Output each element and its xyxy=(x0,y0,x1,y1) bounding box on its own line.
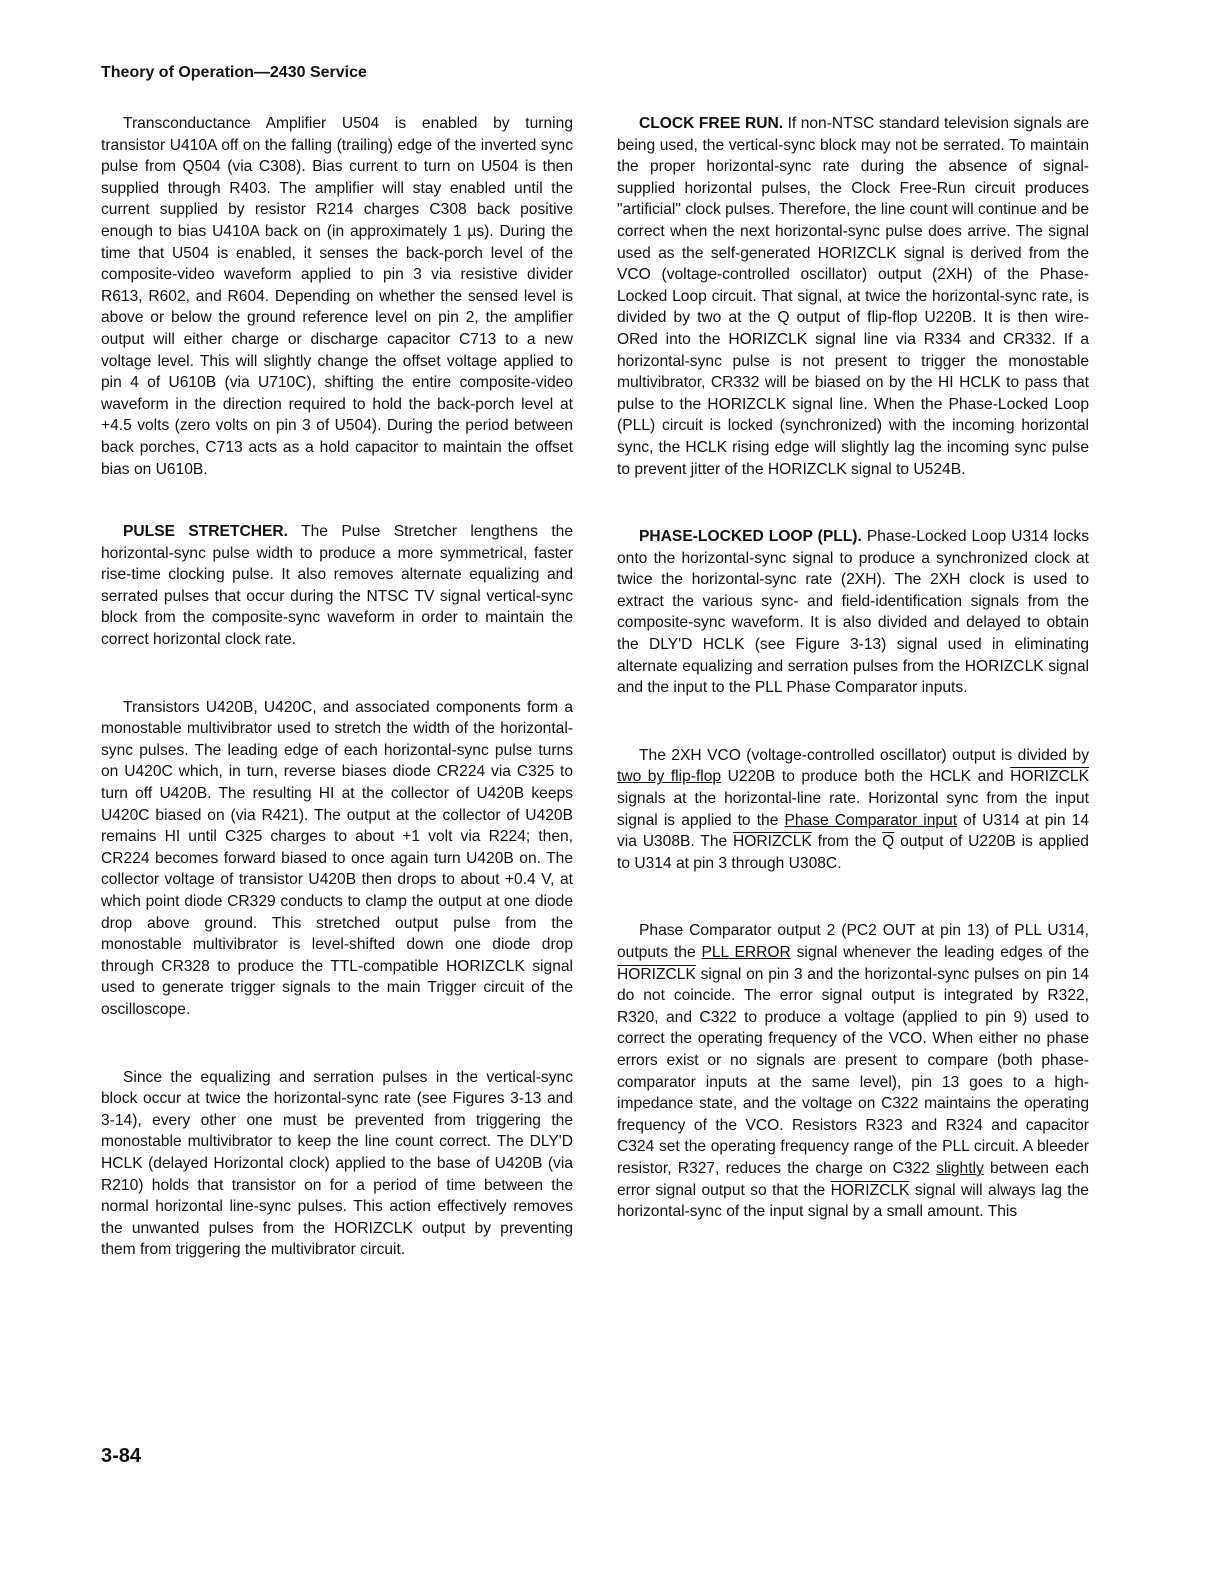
overlined-signal-name: HORIZCLK xyxy=(1010,768,1090,786)
left-column xyxy=(101,113,573,1261)
underlined-text: slightly xyxy=(936,1159,984,1177)
paragraph-monostable-multivibrator: Transistors U420B, U420C, and associated components form a monostable multivibrator used to stretch the width of the horizontal-sync pulses. The leading edge of each horizontal-sync pulse turns on U420C which, in turn, reverse biases diode CR224 via C325 to turn off U420B. The resulting HI at the collector of U420B keeps U420C biased on (via R421). The output at the collector of U420B remains HI until C325 charges to about +1 volt via R224; then, CR224 becomes forward biased to once again turn U420B on. The collector voltage of transistor U420B then drops to about +0.4 V, at which point diode CR329 conducts to clamp the output at one diode drop above ground. This stretched output pulse from the monostable multivibrator is level-shifted down one diode drop through CR328 to produce the TTL-compatible HORIZCLK signal used to generate trigger signals to the main Trigger circuit of the oscilloscope. xyxy=(101,698,573,1018)
paragraph-2xh-vco xyxy=(617,745,1089,875)
paragraph-pulse-stretcher-text: The Pulse Stretcher lengthens the horizontal-sync pulse width to produce a more symmetrical, faster rise-time clocking pulse. It also removes alternate equalizing and serrated pulses that occur during the NTSC TV signal vertical-sync block from the composite-sync waveform in order to maintain the correct horizontal clock rate. xyxy=(101,523,573,649)
section-heading-clock-free-run: CLOCK FREE RUN. xyxy=(639,115,784,132)
text-run: of U314 at pin 14 via U308B. The xyxy=(617,811,1090,851)
overlined-signal-name: HORIZCLK xyxy=(617,965,696,983)
overlined-signal-name: $\overline{Q}$ xyxy=(882,833,895,851)
text-run: signal whenever the leading edges of the xyxy=(790,944,1089,961)
paragraph-phase-comparator xyxy=(617,920,1089,1222)
text-run: The 2XH VCO (voltage-controlled oscillator) output is divided by xyxy=(639,746,1089,764)
section-heading-pulse-stretcher: PULSE STRETCHER. xyxy=(123,523,288,541)
paragraph-clock-free-run xyxy=(617,113,1089,480)
overlined-signal-name: HORIZCLK xyxy=(732,833,812,851)
text-run: signal will always lag the horizontal-sync of the input signal by a small amount. This xyxy=(617,1181,1089,1221)
page-header: Theory of Operation—2430 Service xyxy=(101,64,367,81)
paragraph-transconductance-amplifier: Transconductance Amplifier U504 is enabled by turning transistor U410A off on the falling (trailing) edge of the inverted sync pulse from Q504 (via C308). Bias current to turn on U504 is then supplied through R403. The amplifier will stay enabled until the current supplied by resistor R214 charges C308 back positive enough to bias U410A back on (in approximately 1 µs). During the time that U504 is enabled, it senses the back-porch level of the composite-video waveform applied to pin 3 via resistive divider R613, R602, and R604. Depending on whether the sensed level is above or below the ground reference level on pin 2, the amplifier output will either charge or discharge capacitor C713 to a new voltage level. This will slightly change the offset voltage applied to pin 4 of U610B (via U710C), shifting the entire composite-video waveform in the direction required to hold the back-porch level at +4.5 volts (zero volts on pin 3 of U504). During the period between back porches, C713 acts as a hold capacitor to maintain the offset bias on U610B. xyxy=(101,115,573,478)
text-run: between each error signal output so that the xyxy=(617,1159,1090,1199)
text-run: from the xyxy=(811,833,883,851)
text-run: U220B to produce both the HCLK and xyxy=(721,768,1011,786)
section-heading-phase-locked-loop: PHASE-LOCKED LOOP (PLL). xyxy=(639,528,862,546)
text-run: signal on pin 3 and the horizontal-sync pulses on pin 14 do not coincide. The error signal output is integrated by R322, R320, and C322 to produce a voltage (applied to pin 9) used to correct the operating frequency of the VCO. When either no phase errors exist or no signals are present to compare (both phase-comparator inputs at the same level), pin 13 goes to a high-impedance state, and the voltage on C322 maintains the operating frequency of the VCO. Resistors R323 and R324 and capacitor C324 set the operating frequency range of the PLL circuit. A bleeder resistor, R327, reduces the charge on C322 xyxy=(617,965,1089,1177)
text-run: output of U220B is applied to U314 at pin 3 through U308C. xyxy=(617,833,1089,872)
overlined-signal-name: HORIZCLK xyxy=(830,1181,910,1199)
underlined-text: PLL ERROR xyxy=(701,944,791,961)
underlined-text: two by flip-flop xyxy=(617,768,722,786)
paragraph-equalizing-pulses: Since the equalizing and serration pulses in the vertical-sync block occur at twice the horizontal-sync rate (see Figures 3-13 and 3-14), every other one must be prevented from triggering the monostable multivibrator to keep the line count correct. The DLY'D HCLK (delayed Horizontal clock) applied to the base of U420B (via R210) holds that transistor on for a period of time between the normal horizontal line-sync pulses. This action effectively removes the unwanted pulses from the HORIZCLK output by preventing them from triggering the multivibrator circuit. xyxy=(101,1068,573,1259)
text-run: Phase Comparator output 2 (PC2 OUT at pin 13) of PLL U314, outputs the xyxy=(617,922,1089,961)
paragraph-clock-free-run-text: If non-NTSC standard television signals are being used, the vertical-sync block may not be serrated. To maintain the proper horizontal-sync rate during the absence of signal-supplied horizontal pulses, the Clock Free-Run circuit produces "artificial" clock pulses. Therefore, the line count will continue and be correct when the next horizontal-sync pulse does arrive. The signal used as the self-generated HORIZCLK signal is derived from the VCO (voltage-controlled oscillator) output (2XH) of the Phase-Locked Loop circuit. That signal, at twice the horizontal-sync rate, is divided by two at the Q output of flip-flop U220B. It is then wire-ORed into the HORIZCLK signal line via R334 and CR332. If a horizontal-sync pulse is not present to trigger the monostable multivibrator, CR332 will be biased on by the HI HCLK to pass that pulse to the HORIZCLK signal line. When the Phase-Locked Loop (PLL) circuit is locked (synchronized) with the incoming horizontal sync, the HCLK rising edge will slightly lag the incoming sync pulse to prevent jitter of the HORIZCLK signal to U524B. xyxy=(617,115,1090,478)
paragraph-phase-locked-loop-text: Phase-Locked Loop U314 locks onto the horizontal-sync signal to produce a synchronized clock at twice the horizontal-sync rate (2XH). The 2XH clock is used to extract the various sync- and field-identification signals from the composite-sync waveform. It is also divided and delayed to obtain the DLY'D HCLK (see Figure 3-13) signal used in eliminating alternate equalizing and serration pulses from the HORIZCLK signal and the input to the PLL Phase Comparator inputs. xyxy=(617,528,1089,697)
page-number: 3-84 xyxy=(101,1445,142,1467)
paragraph-phase-locked-loop xyxy=(617,526,1089,699)
paragraph-pulse-stretcher xyxy=(101,521,573,651)
right-column xyxy=(617,113,1089,1223)
underlined-text: Phase Comparator input xyxy=(784,811,958,829)
text-run: signals at the horizontal-line rate. Horizontal sync from the input signal is applied to the xyxy=(617,790,1089,829)
